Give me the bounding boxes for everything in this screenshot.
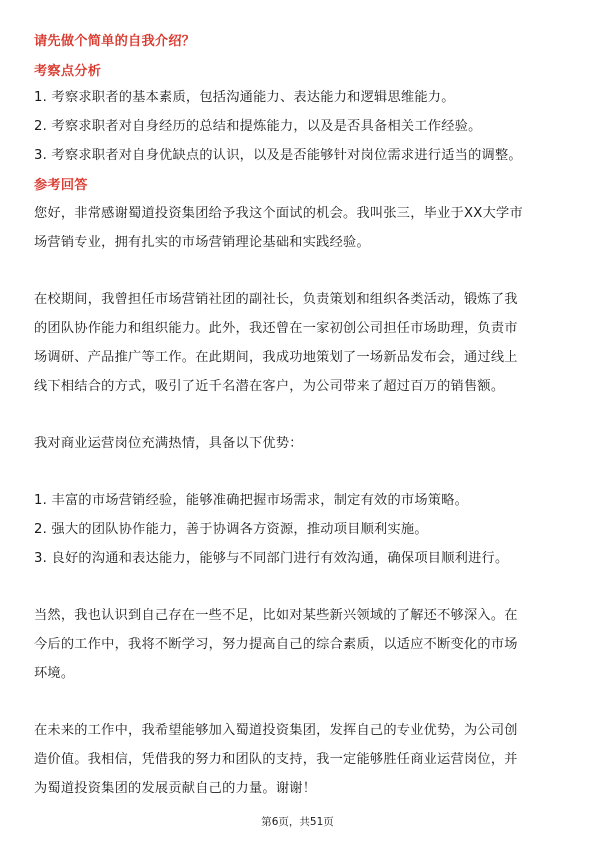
answer-paragraph-line: 线下相结合的方式，吸引了近千名潜在客户，为公司带来了超过百万的销售额。 xyxy=(34,379,505,394)
answer-paragraph-line: 造价值。我相信，凭借我的努力和团队的支持，我一定能够胜任商业运营岗位，并 xyxy=(34,752,518,767)
analysis-item: 2. 考察求职者对自身经历的总结和提炼能力，以及是否具备相关工作经验。 xyxy=(34,119,482,134)
answer-paragraph-line: 当然，我也认识到自己存在一些不足，比如对某些新兴领域的了解还不够深入。在 xyxy=(34,608,518,623)
answer-paragraph-line: 在未来的工作中，我希望能够加入蜀道投资集团，发挥自己的专业优势，为公司创 xyxy=(34,723,518,738)
answer-paragraph-line: 环境。 xyxy=(34,666,75,681)
answer-paragraph-line: 今后的工作中，我将不断学习，努力提高自己的综合素质，以适应不断变化的市场 xyxy=(34,637,518,652)
strength-item: 2. 强大的团队协作能力，善于协调各方资源，推动项目顺利实施。 xyxy=(34,522,428,537)
answer-paragraph-line: 在校期间，我曾担任市场营销社团的副社长，负责策划和组织各类活动，锻炼了我 xyxy=(34,292,518,307)
analysis-heading: 考察点分析 xyxy=(34,64,102,79)
answer-paragraph-line: 您好，非常感谢蜀道投资集团给予我这个面试的机会。我叫张三，毕业于XX大学市 xyxy=(34,206,523,221)
answer-paragraph-line: 为蜀道投资集团的发展贡献自己的力量。谢谢！ xyxy=(34,781,317,796)
answer-paragraph-line: 场营销专业，拥有扎实的市场营销理论基础和实践经验。 xyxy=(34,235,370,250)
analysis-item: 3. 考察求职者对自身优缺点的认识，以及是否能够针对岗位需求进行适当的调整。 xyxy=(34,148,522,163)
page-number: 第6页，共51页 xyxy=(261,816,334,828)
answer-heading: 参考回答 xyxy=(34,178,88,193)
answer-paragraph-line: 我对商业运营岗位充满热情，具备以下优势： xyxy=(34,436,303,451)
answer-paragraph-line: 场调研、产品推广等工作。在此期间，我成功地策划了一场新品发布会，通过线上 xyxy=(34,350,518,365)
question-title: 请先做个简单的自我介绍？ xyxy=(34,34,196,49)
strength-item: 1. 丰富的市场营销经验，能够准确把握市场需求，制定有效的市场策略。 xyxy=(34,493,469,508)
analysis-item: 1. 考察求职者的基本素质，包括沟通能力、表达能力和逻辑思维能力。 xyxy=(34,90,455,105)
strength-item: 3. 良好的沟通和表达能力，能够与不同部门进行有效沟通，确保项目顺利进行。 xyxy=(34,551,509,566)
answer-paragraph-line: 的团队协作能力和组织能力。此外，我还曾在一家初创公司担任市场助理，负责市 xyxy=(34,321,518,336)
